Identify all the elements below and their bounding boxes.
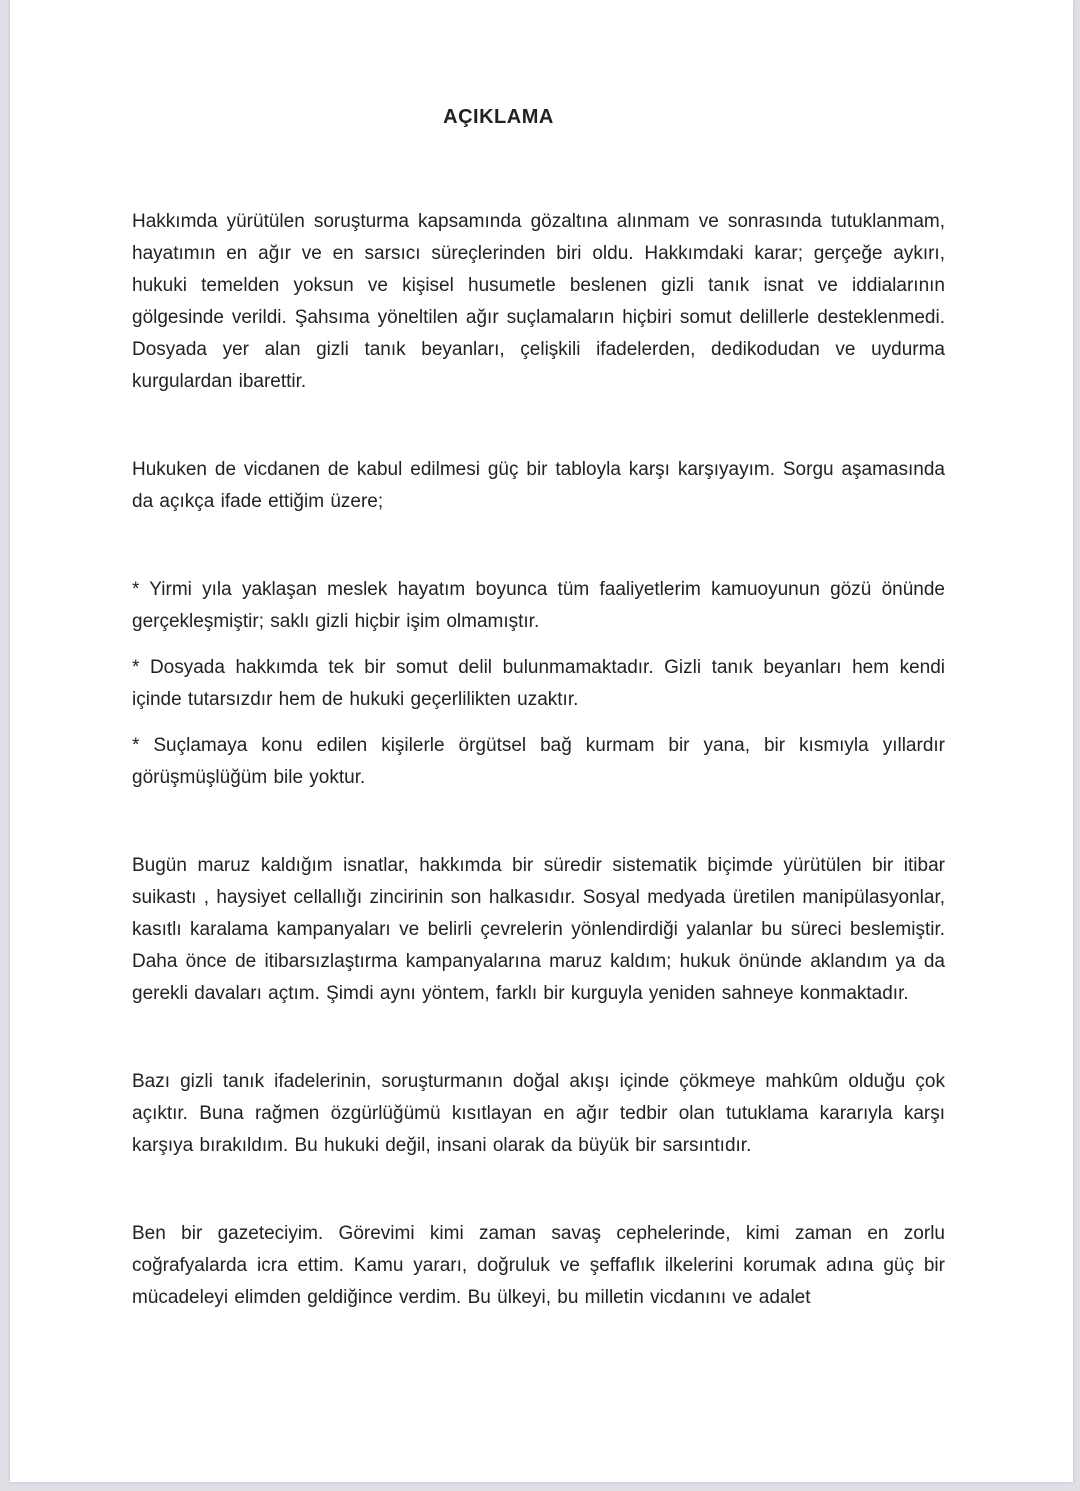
paragraph-intro: Hakkımda yürütülen soruşturma kapsamında gözaltına alınmam ve sonrasında tutuklanmam, hayatımın en ağır ve en sarsıcı süreçlerinden biri oldu. Hakkımdaki karar; gerçeğe aykırı, hukuki temelden yoksun ve kişisel husumetle beslenen gizli tanık isnat ve iddialarının gölgesinde verildi. Şahsıma yöneltilen ağır suçlamaların hiçbiri somut delillerle desteklenmedi. Dosyada yer alan gizli tanık beyanları, çelişkili ifadelerden, dedikodudan ve uydurma kurgulardan ibarettir.	[132, 211, 945, 392]
bullet-item-no-ties: * Suçlamaya konu edilen kişilerle örgütsel bağ kurmam bir yana, bir kısmıyla yıllardır görüşmüşlüğüm bile yoktur.	[132, 735, 945, 788]
document-page	[10, 0, 1073, 1482]
bullet-item-career: * Yirmi yıla yaklaşan meslek hayatım boyunca tüm faaliyetlerim kamuoyunun gözü önünde gerçekleşmiştir; saklı gizli hiçbir işim olmamıştır.	[132, 579, 945, 632]
paragraph-smear-campaign: Bugün maruz kaldığım isnatlar, hakkımda bir süredir sistematik biçimde yürütülen bir itibar suikastı , haysiyet cellallığı zincirinin son halkasıdır. Sosyal medyada üretilen manipülasyonlar, kasıtlı karalama kampanyaları ve belirli çevrelerin yönlendirdiği yalanlar bu süreci beslemiştir. Daha önce de itibarsızlaştırma kampanyalarına maruz kaldım; hukuk önünde aklandım ya da gerekli davaları açtım. Şimdi aynı yöntem, farklı bir kurguyla yeniden sahneye konmaktadır.	[132, 855, 945, 1004]
paragraph-legal-conscience: Hukuken de vicdanen de kabul edilmesi güç bir tabloyla karşı karşıyayım. Sorgu aşamasında da açıkça ifade ettiğim üzere;	[132, 459, 945, 512]
paragraph-secret-witness: Bazı gizli tanık ifadelerinin, soruşturmanın doğal akışı içinde çökmeye mahkûm olduğu çok açıktır. Buna rağmen özgürlüğümü kısıtlayan en ağır tedbir olan tutuklama kararıyla karşı karşıya bırakıldım. Bu hukuki değil, insani olarak da büyük bir sarsıntıdır.	[132, 1071, 945, 1156]
bullet-item-no-evidence: * Dosyada hakkımda tek bir somut delil bulunmamaktadır. Gizli tanık beyanları hem kendi içinde tutarsızdır hem de hukuki geçerlilikten uzaktır.	[132, 657, 945, 710]
paragraph-journalist: Ben bir gazeteciyim. Görevimi kimi zaman savaş cephelerinde, kimi zaman en zorlu coğrafyalarda icra ettim. Kamu yararı, doğruluk ve şeffaflık ilkelerini korumak adına güç bir mücadeleyi elimden geldiğince verdim. Bu ülkeyi, bu milletin vicdanını ve adalet	[132, 1223, 945, 1308]
page-title: AÇIKLAMA	[443, 106, 554, 128]
